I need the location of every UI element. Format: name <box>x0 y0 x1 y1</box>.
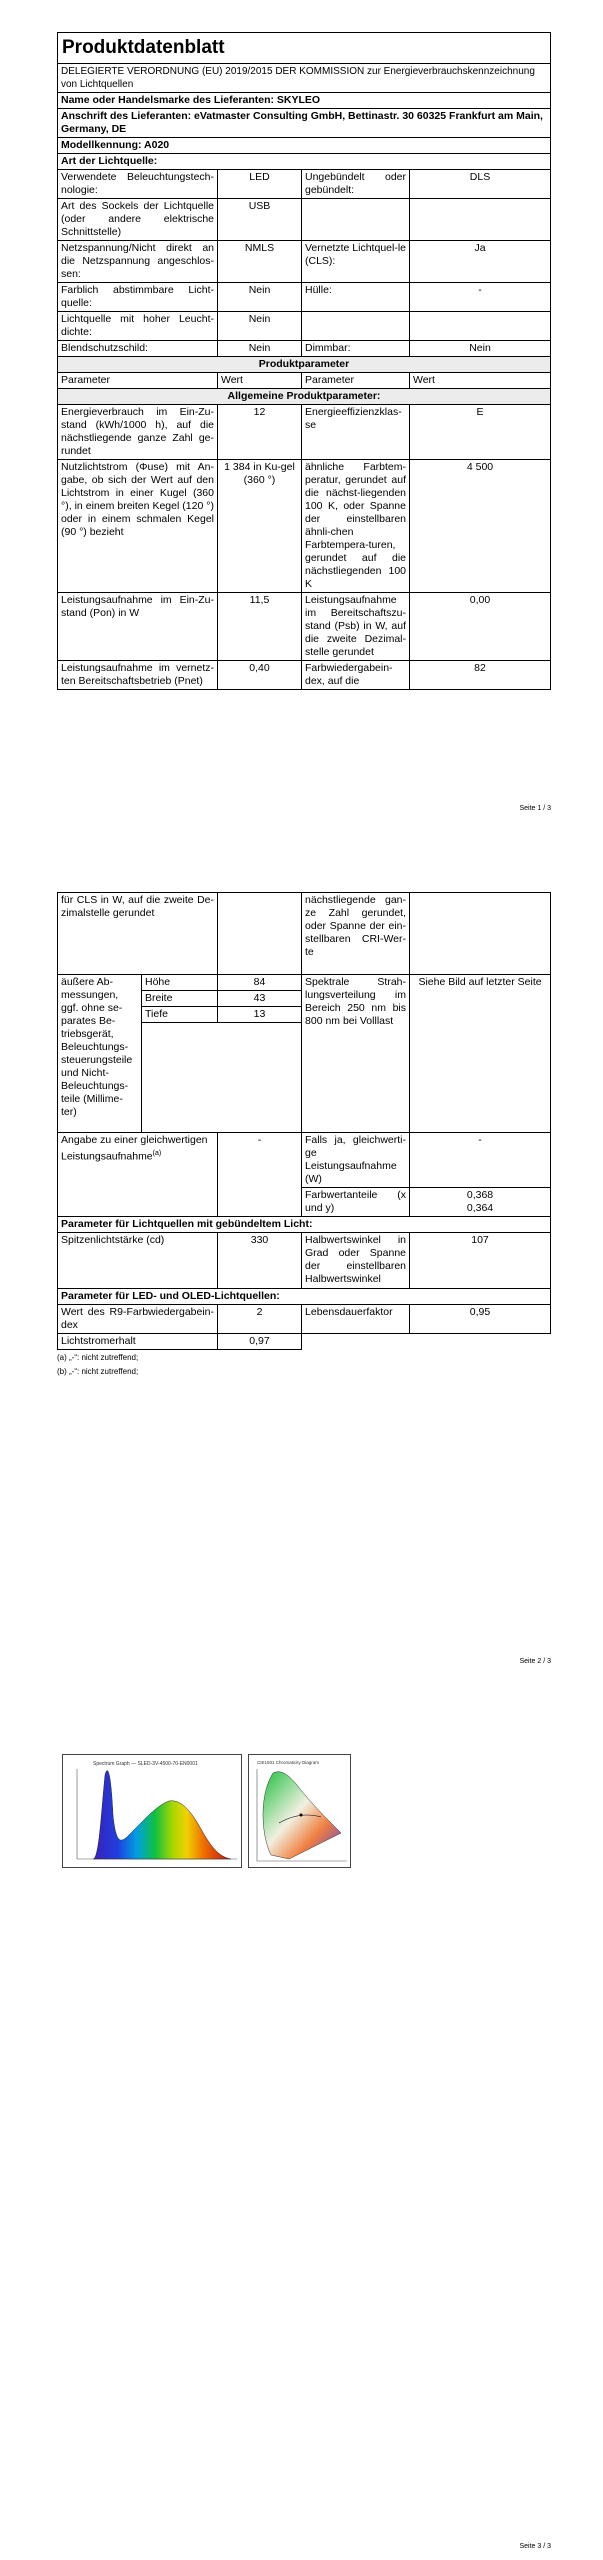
dimensions-label: äußere Ab-messungen, ggf. ohne se-parates Be-triebsgerät, Beleuchtungs-steuerungsteile und Nicht-Beleuchtungs-teile (Millime-ter) <box>58 975 142 1133</box>
table-row <box>58 460 551 593</box>
document-title: Produktdatenblatt <box>58 33 551 64</box>
row-label: Leistungsaufnahme im Bereitschaftszu-stand (Psb) in W, auf die zweite Dezimal-stelle gerundet <box>302 593 410 661</box>
table-row <box>58 1233 551 1289</box>
row-label: Farbwertanteile (x und y) <box>302 1188 410 1217</box>
page-1 <box>0 0 603 820</box>
row-label: Wert des R9-Farbwiedergabein-dex <box>58 1305 218 1334</box>
footnote-a: (a) „-“: nicht zutreffend; <box>57 1353 139 1362</box>
table-row <box>58 893 551 975</box>
supplier-name: Name oder Handelsmarke des Lieferanten: SKYLEO <box>58 93 551 109</box>
column-header: Parameter <box>302 373 410 389</box>
column-header-row <box>58 373 551 389</box>
page-3 <box>0 1700 603 2560</box>
row-label: Verwendete Beleuchtungstech-nologie: <box>58 170 218 199</box>
row-label: nächstliegende gan-ze Zahl gerundet, oder Spanne der ein-stellbaren CRI-Wer-te <box>302 893 410 975</box>
row-value: 2 <box>218 1305 302 1334</box>
dimension-value: 84 <box>218 975 302 991</box>
row-value: - <box>410 1133 551 1188</box>
table-row <box>58 170 551 199</box>
footnote-b: (b) „-“: nicht zutreffend; <box>57 1367 139 1376</box>
supplier-address: Anschrift des Lieferanten: eVatmaster Consulting GmbH, Bettinastr. 30 60325 Frankfurt am Main, Germany, DE <box>58 109 551 138</box>
product-params-header: Produktparameter <box>58 357 551 373</box>
row-value: Ja <box>410 241 551 283</box>
row-label <box>302 312 410 341</box>
row-value: - <box>218 1133 302 1217</box>
row-label: Hülle: <box>302 283 410 312</box>
row-label: Blendschutzschild: <box>58 341 218 357</box>
row-label: Art des Sockels der Lichtquelle (oder andere elektrische Schnittstelle) <box>58 199 218 241</box>
row-value: - <box>410 283 551 312</box>
row-value: 82 <box>410 661 551 690</box>
dimension-name: Breite <box>142 991 218 1007</box>
table-row <box>58 593 551 661</box>
row-value: DLS <box>410 170 551 199</box>
table-row <box>58 199 551 241</box>
row-value: Nein <box>218 312 302 341</box>
row-value: 11,5 <box>218 593 302 661</box>
column-header: Wert <box>218 373 302 389</box>
row-value: 0,95 <box>410 1305 551 1334</box>
chromaticity-point <box>300 1814 303 1817</box>
row-label: Spektrale Strah-lungsverteilung im Bereich 250 nm bis 800 nm bei Volllast <box>302 975 410 1133</box>
row-label: Farbwiedergabein-dex, auf die <box>302 661 410 690</box>
row-value: Nein <box>410 341 551 357</box>
row-value: 330 <box>218 1233 302 1289</box>
row-value: Nein <box>218 341 302 357</box>
light-type-header: Art der Lichtquelle: <box>58 154 551 170</box>
row-value: 0,40 <box>218 661 302 690</box>
led-header: Parameter für LED- und OLED-Lichtquellen: <box>58 1289 551 1305</box>
row-label: Lebensdauerfaktor <box>302 1305 410 1334</box>
cie-diagram <box>248 1754 351 1868</box>
chroma-y-value: 0,364 <box>466 1202 494 1214</box>
row-label: Netzspannung/Nicht direkt an die Netzspannung angeschlos-sen: <box>58 241 218 283</box>
row-value: Nein <box>218 283 302 312</box>
row-value: 12 <box>218 405 302 460</box>
row-label: ähnliche Farbtem-peratur, gerundet auf die nächst-liegenden 100 K, oder Spanne der einstellbaren ähnli-chen Farbtempera-turen, gerundet auf die nächstliegenden 100 K <box>302 460 410 593</box>
table-row <box>58 312 551 341</box>
footnote-ref: (a) <box>152 1150 162 1157</box>
row-value: LED <box>218 170 302 199</box>
row-label: Angabe zu einer gleichwertigen Leistungsaufnahme <box>61 1134 208 1163</box>
row-value: 0,97 <box>218 1334 302 1350</box>
row-label: für CLS in W, auf die zweite De-zimalstelle gerundet <box>58 893 218 975</box>
row-label: Spitzenlichtstärke (cd) <box>58 1233 218 1289</box>
row-label: Dimmbar: <box>302 341 410 357</box>
row-label: Nutzlichtstrom (Φuse) mit An-gabe, ob sich der Wert auf den Lichtstrom in einer Kugel (360 °), in einem breiten Kegel (120 °) oder in einem schmalen Kegel (90 °) bezieht <box>58 460 218 593</box>
datasheet-table-page-1 <box>57 32 550 690</box>
table-row <box>58 283 551 312</box>
table-row <box>58 241 551 283</box>
cie-diagram-svg <box>249 1755 351 1868</box>
page-number: Seite 1 / 3 <box>519 805 551 812</box>
row-value: Siehe Bild auf letzter Seite <box>410 975 551 1133</box>
row-value: E <box>410 405 551 460</box>
table-row <box>58 341 551 357</box>
row-value: 4 500 <box>410 460 551 593</box>
table-row <box>58 1334 551 1350</box>
dimension-name: Tiefe <box>142 1007 218 1023</box>
general-params-header: Allgemeine Produktparameter: <box>58 389 551 405</box>
dimension-name: Höhe <box>142 975 218 991</box>
spectrum-title: Spectrum Graph — SLED-3V-4500-70-EN0001 <box>93 1761 198 1767</box>
regulation-text: DELEGIERTE VERORDNUNG (EU) 2019/2015 DER KOMMISSION zur Energieverbrauchskennzeichnung von Lichtquellen <box>58 64 551 93</box>
spectrum-graph <box>62 1754 242 1868</box>
chroma-x-value: 0,368 <box>466 1189 494 1201</box>
table-row <box>58 975 551 991</box>
row-label: Lichtstromerhalt <box>58 1334 218 1350</box>
row-label: Falls ja, gleichwerti-ge Leistungsaufnahme (W) <box>302 1133 410 1188</box>
table-row <box>58 1305 551 1334</box>
row-value <box>410 312 551 341</box>
row-label: Leistungsaufnahme im vernetz-ten Bereitschaftsbetrieb (Pnet) <box>58 661 218 690</box>
table-row <box>58 405 551 460</box>
row-value: 1 384 in Ku-gel (360 °) <box>218 460 302 593</box>
cie-title: CIE1931 Chromaticity Diagram <box>257 1760 320 1765</box>
page-number: Seite 3 / 3 <box>519 2543 551 2550</box>
row-label: Energieverbrauch im Ein-Zu-stand (kWh/1000 h), auf die nächstliegende ganze Zahl ge-rundet <box>58 405 218 460</box>
datasheet-table-page-2 <box>57 892 550 1378</box>
row-label: Vernetzte Lichtquel-le (CLS): <box>302 241 410 283</box>
table-row <box>58 1133 551 1188</box>
row-value: NMLS <box>218 241 302 283</box>
table-row <box>58 661 551 690</box>
row-value: USB <box>218 199 302 241</box>
page-number: Seite 2 / 3 <box>519 1658 551 1665</box>
row-label: Lichtquelle mit hoher Leucht-dichte: <box>58 312 218 341</box>
page-2 <box>0 850 603 1670</box>
model-identifier: Modellkennung: A020 <box>58 138 551 154</box>
row-value <box>410 199 551 241</box>
row-label: Halbwertswinkel in Grad oder Spanne der einstellbaren Halbwertswinkel <box>302 1233 410 1289</box>
column-header: Parameter <box>58 373 218 389</box>
row-value: 107 <box>410 1233 551 1289</box>
row-value: 0,00 <box>410 593 551 661</box>
row-label: Ungebündelt oder gebündelt: <box>302 170 410 199</box>
row-label: Leistungsaufnahme im Ein-Zu-stand (Pon) in W <box>58 593 218 661</box>
directional-header: Parameter für Lichtquellen mit gebündeltem Licht: <box>58 1217 551 1233</box>
spectrum-graph-svg <box>63 1755 242 1868</box>
spectrum-curve <box>93 1771 231 1859</box>
column-header: Wert <box>410 373 551 389</box>
row-label <box>302 199 410 241</box>
dimension-value: 43 <box>218 991 302 1007</box>
row-label: Farblich abstimmbare Licht-quelle: <box>58 283 218 312</box>
dimension-value: 13 <box>218 1007 302 1023</box>
row-label: Energieeffizienzklas-se <box>302 405 410 460</box>
